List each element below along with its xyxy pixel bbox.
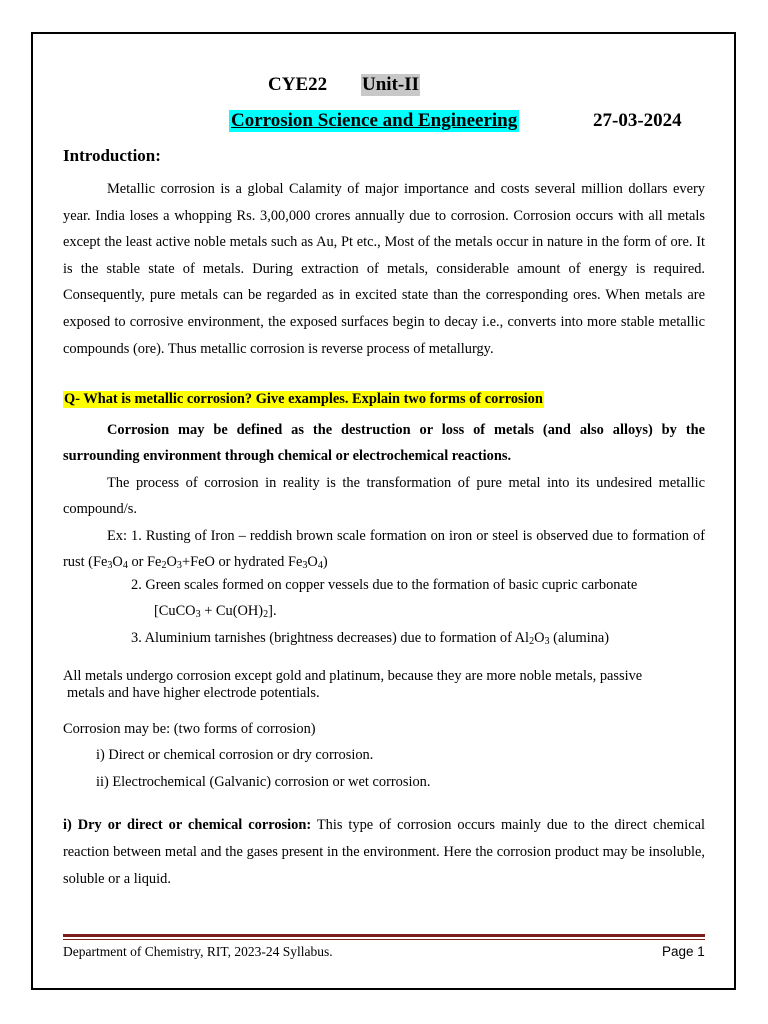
- course-code: CYE22: [268, 74, 328, 95]
- formula-part: or Fe: [127, 554, 162, 570]
- footer-rule: [63, 934, 705, 937]
- dry-corrosion-body: This type of corrosion occurs mainly due to the direct chemical reaction between metal and the gases present in the environment. Here the corrosion product may be insoluble, soluble or a liquid.: [63, 817, 705, 887]
- example-rusting-text: Ex: 1. Rusting of Iron – reddish brown scale formation on iron or steel is observed due to formation of rust (Fe: [63, 528, 705, 570]
- formula-part: O: [166, 554, 177, 570]
- page-number: Page 1: [662, 944, 705, 959]
- dry-corrosion-paragraph: [63, 812, 705, 893]
- formula-part: O: [534, 630, 545, 646]
- subscript: 4: [317, 560, 323, 571]
- corrosion-definition: Corrosion may be defined as the destruction or loss of metals (and also alloys) by the surrounding environment through chemical or electrochemical reactions.: [63, 422, 705, 464]
- example-copper: 2. Green scales formed on copper vessels due to the formation of basic cupric carbonate: [131, 577, 638, 593]
- subscript: 2: [161, 560, 167, 571]
- formula-part: +FeO or hydrated Fe: [181, 554, 303, 570]
- formula-part: O: [307, 554, 318, 570]
- forms-intro: Corrosion may be: (two forms of corrosion): [63, 721, 316, 737]
- subscript: 3: [544, 636, 550, 647]
- formula-part: 3. Aluminium tarnishes (brightness decreases) due to formation of Al: [131, 630, 530, 646]
- corrosion-process: The process of corrosion in reality is the transformation of pure metal into its undesired metallic compound/s.: [63, 475, 705, 517]
- noble-metals-line-1: All metals undergo corrosion except gold and platinum, because they are more noble metals, passive: [63, 668, 643, 684]
- formula-part: [CuCO: [154, 603, 196, 619]
- document-date: 27-03-2024: [593, 110, 682, 131]
- subscript: 4: [122, 560, 128, 571]
- form-item-dry: i) Direct or chemical corrosion or dry corrosion.: [96, 747, 374, 763]
- footer-rule-thin: [63, 939, 705, 940]
- introduction-heading: Introduction:: [63, 146, 161, 165]
- subscript: 2: [263, 609, 269, 620]
- subscript: 3: [176, 560, 182, 571]
- formula-part: O: [112, 554, 123, 570]
- example-aluminium: [131, 630, 609, 647]
- subscript: 3: [107, 560, 113, 571]
- formula-part: + Cu(OH): [200, 603, 264, 619]
- formula-part: ].: [268, 603, 277, 619]
- example-copper-formula: [154, 603, 277, 620]
- question-heading: Q- What is metallic corrosion? Give examples. Explain two forms of corrosion: [64, 391, 543, 407]
- dry-corrosion-heading: i) Dry or direct or chemical corrosion:: [63, 817, 312, 833]
- footer-department: Department of Chemistry, RIT, 2023-24 Syllabus.: [63, 944, 333, 959]
- introduction-paragraph: Metallic corrosion is a global Calamity of major importance and costs several million dollars every year. India loses a whopping Rs. 3,00,000 crores annually due to corrosion. Corrosion occurs with all metals except the least active noble metals such as Au, Pt etc., Most of the metals occur in nature in the form of ore. It is the stable state of metals. During extraction of metals, considerable amount of energy is required. Consequently, pure metals can be regarded as in excited state than the corresponding ores. When metals are exposed to corrosive environment, the exposed surfaces begin to decay i.e., converts into more stable metallic compounds (ore). Thus metallic corrosion is reverse process of metallurgy.: [63, 181, 705, 357]
- subscript: 3: [195, 609, 201, 620]
- formula-part: (alumina): [549, 630, 610, 646]
- subscript: 3: [302, 560, 308, 571]
- unit-label: Unit-II: [362, 74, 420, 95]
- noble-metals-line-2: metals and have higher electrode potentials.: [67, 685, 320, 701]
- formula-part: ): [322, 554, 328, 570]
- form-item-wet: ii) Electrochemical (Galvanic) corrosion or wet corrosion.: [96, 774, 431, 790]
- subscript: 2: [529, 636, 535, 647]
- noble-metals-note: [63, 668, 705, 702]
- example-rusting: [63, 523, 705, 575]
- document-title: Corrosion Science and Engineering: [231, 110, 518, 131]
